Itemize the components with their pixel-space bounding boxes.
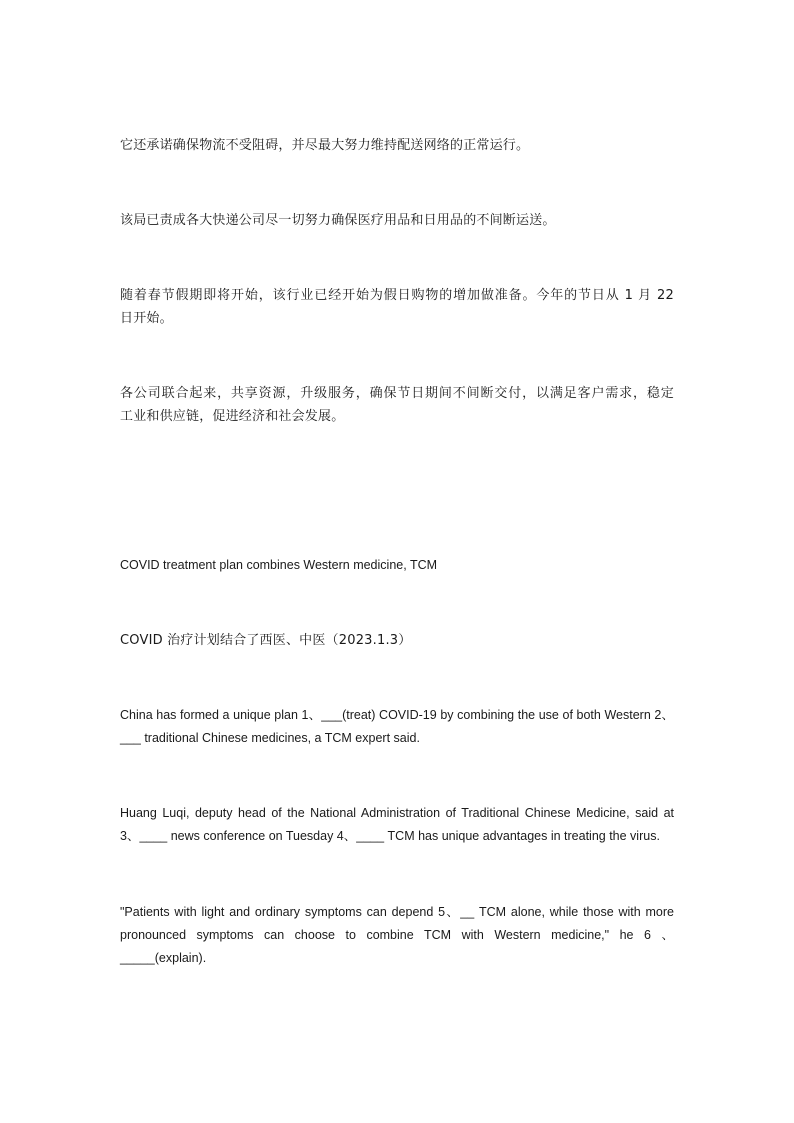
paragraph-express-delivery xyxy=(120,209,674,232)
paragraph-companies-cooperation xyxy=(120,382,674,428)
text-line: 它还承诺确保物流不受阻碍，并尽最大努力维持配送网络的正常运行。 xyxy=(120,138,530,153)
text-line: _____(explain). xyxy=(120,951,207,965)
article-title-chinese xyxy=(120,629,674,652)
text-line: Huang Luqi, deputy head of the National Administration of Traditional Chinese Medicine, said at xyxy=(120,806,674,820)
exercise-paragraph-3 xyxy=(120,901,674,970)
text-line: 该局已责成各大快递公司尽一切努力确保医疗用品和日用品的不间断运送。 xyxy=(120,213,556,228)
paragraph-logistics-commitment xyxy=(120,134,674,157)
text-line: 3、____ news conference on Tuesday 4、____ TCM has unique advantages in treating the virus. xyxy=(120,829,660,843)
text-line: COVID treatment plan combines Western medicine, TCM xyxy=(120,558,438,572)
text-line: 随着春节假期即将开始，该行业已经开始为假日购物的增加做准备。今年的节日从 1 月 22 xyxy=(120,288,674,303)
text-line: ___ traditional Chinese medicines, a TCM expert said. xyxy=(120,731,420,745)
exercise-paragraph-2 xyxy=(120,802,674,848)
text-line: COVID 治疗计划结合了西医、中医（2023.1.3） xyxy=(120,633,412,648)
text-line: 各公司联合起来，共享资源，升级服务，确保节日期间不间断交付，以满足客户需求，稳定 xyxy=(120,386,674,401)
exercise-paragraph-1 xyxy=(120,704,674,750)
paragraph-spring-festival xyxy=(120,284,674,330)
text-line: China has formed a unique plan 1、___(treat) COVID-19 by combining the use of both Western 2、 xyxy=(120,708,674,722)
text-line: 工业和供应链，促进经济和社会发展。 xyxy=(120,409,345,424)
article-title-english xyxy=(120,554,674,577)
text-line: "Patients with light and ordinary symptoms can depend 5、__ TCM alone, while those with more xyxy=(120,905,674,919)
text-line: 日开始。 xyxy=(120,311,173,326)
text-line: pronounced symptoms can choose to combine TCM with Western medicine," he 6 、 xyxy=(120,928,674,942)
